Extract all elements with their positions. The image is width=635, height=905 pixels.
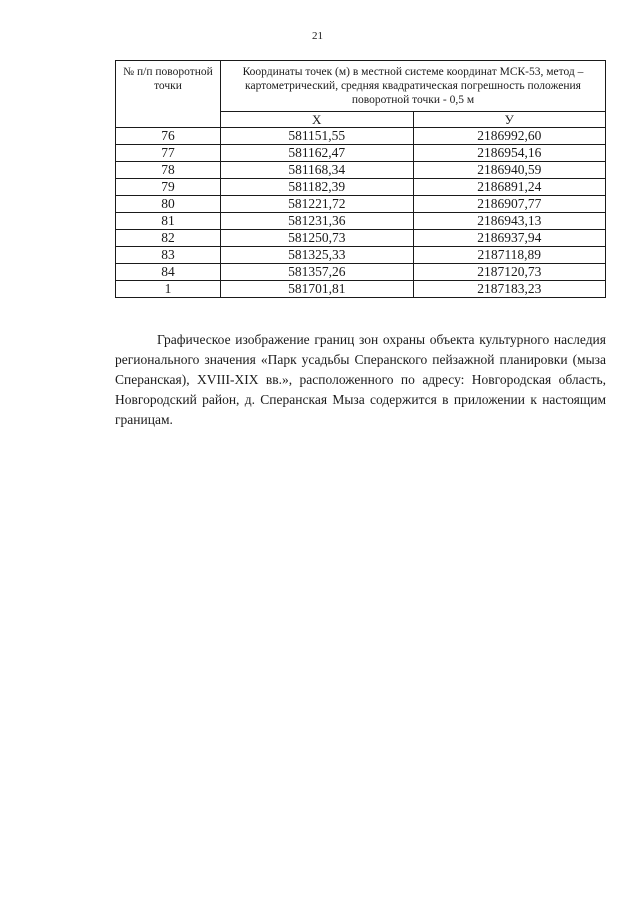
table-row <box>116 247 606 264</box>
y-coordinate-cell: 2186937,94 <box>413 230 606 247</box>
x-coordinate-cell: 581168,34 <box>221 162 414 179</box>
x-coordinate-cell: 581221,72 <box>221 196 414 213</box>
y-coordinate-cell: 2186943,13 <box>413 213 606 230</box>
y-column-header: У <box>413 112 606 128</box>
point-number-cell: 79 <box>116 179 221 196</box>
table-row <box>116 128 606 145</box>
table-row <box>116 213 606 230</box>
table-row <box>116 264 606 281</box>
x-coordinate-cell: 581701,81 <box>221 281 414 298</box>
table-row <box>116 162 606 179</box>
point-number-cell: 81 <box>116 213 221 230</box>
y-coordinate-cell: 2186940,59 <box>413 162 606 179</box>
table-body <box>116 128 606 298</box>
table-header-row <box>116 61 606 112</box>
point-number-cell: 82 <box>116 230 221 247</box>
x-coordinate-cell: 581162,47 <box>221 145 414 162</box>
y-coordinate-cell: 2186891,24 <box>413 179 606 196</box>
point-number-cell: 84 <box>116 264 221 281</box>
table-row <box>116 281 606 298</box>
x-coordinate-cell: 581325,33 <box>221 247 414 264</box>
point-number-header: № п/п поворотной точки <box>116 61 221 128</box>
coordinates-header: Координаты точек (м) в местной системе координат МСК-53, метод – картометрический, средняя квадратическая погрешность положения поворотной точки - 0,5 м <box>221 61 606 112</box>
x-coordinate-cell: 581151,55 <box>221 128 414 145</box>
y-coordinate-cell: 2187120,73 <box>413 264 606 281</box>
y-coordinate-cell: 2187183,23 <box>413 281 606 298</box>
table-row <box>116 230 606 247</box>
page-number: 21 <box>312 30 323 42</box>
x-coordinate-cell: 581357,26 <box>221 264 414 281</box>
x-coordinate-cell: 581250,73 <box>221 230 414 247</box>
body-paragraph: Графическое изображение границ зон охраны объекта культурного наследия регионального значения «Парк усадьбы Сперанского пейзажной планировки (мыза Сперанская), XVIII-XIX вв.», расположенного по адресу: Новгородская область, Новгородский район, д. Сперанская Мыза содержится в приложении к настоящим границам. <box>115 332 606 427</box>
y-coordinate-cell: 2187118,89 <box>413 247 606 264</box>
table-row <box>116 179 606 196</box>
point-number-cell: 1 <box>116 281 221 298</box>
point-number-cell: 77 <box>116 145 221 162</box>
table-row <box>116 196 606 213</box>
coordinates-table <box>115 60 606 298</box>
y-coordinate-cell: 2186954,16 <box>413 145 606 162</box>
x-coordinate-cell: 581231,36 <box>221 213 414 230</box>
x-coordinate-cell: 581182,39 <box>221 179 414 196</box>
point-number-cell: 83 <box>116 247 221 264</box>
point-number-cell: 78 <box>116 162 221 179</box>
point-number-cell: 76 <box>116 128 221 145</box>
y-coordinate-cell: 2186907,77 <box>413 196 606 213</box>
table-row <box>116 145 606 162</box>
table-header <box>116 61 606 128</box>
point-number-cell: 80 <box>116 196 221 213</box>
y-coordinate-cell: 2186992,60 <box>413 128 606 145</box>
x-column-header: X <box>221 112 414 128</box>
